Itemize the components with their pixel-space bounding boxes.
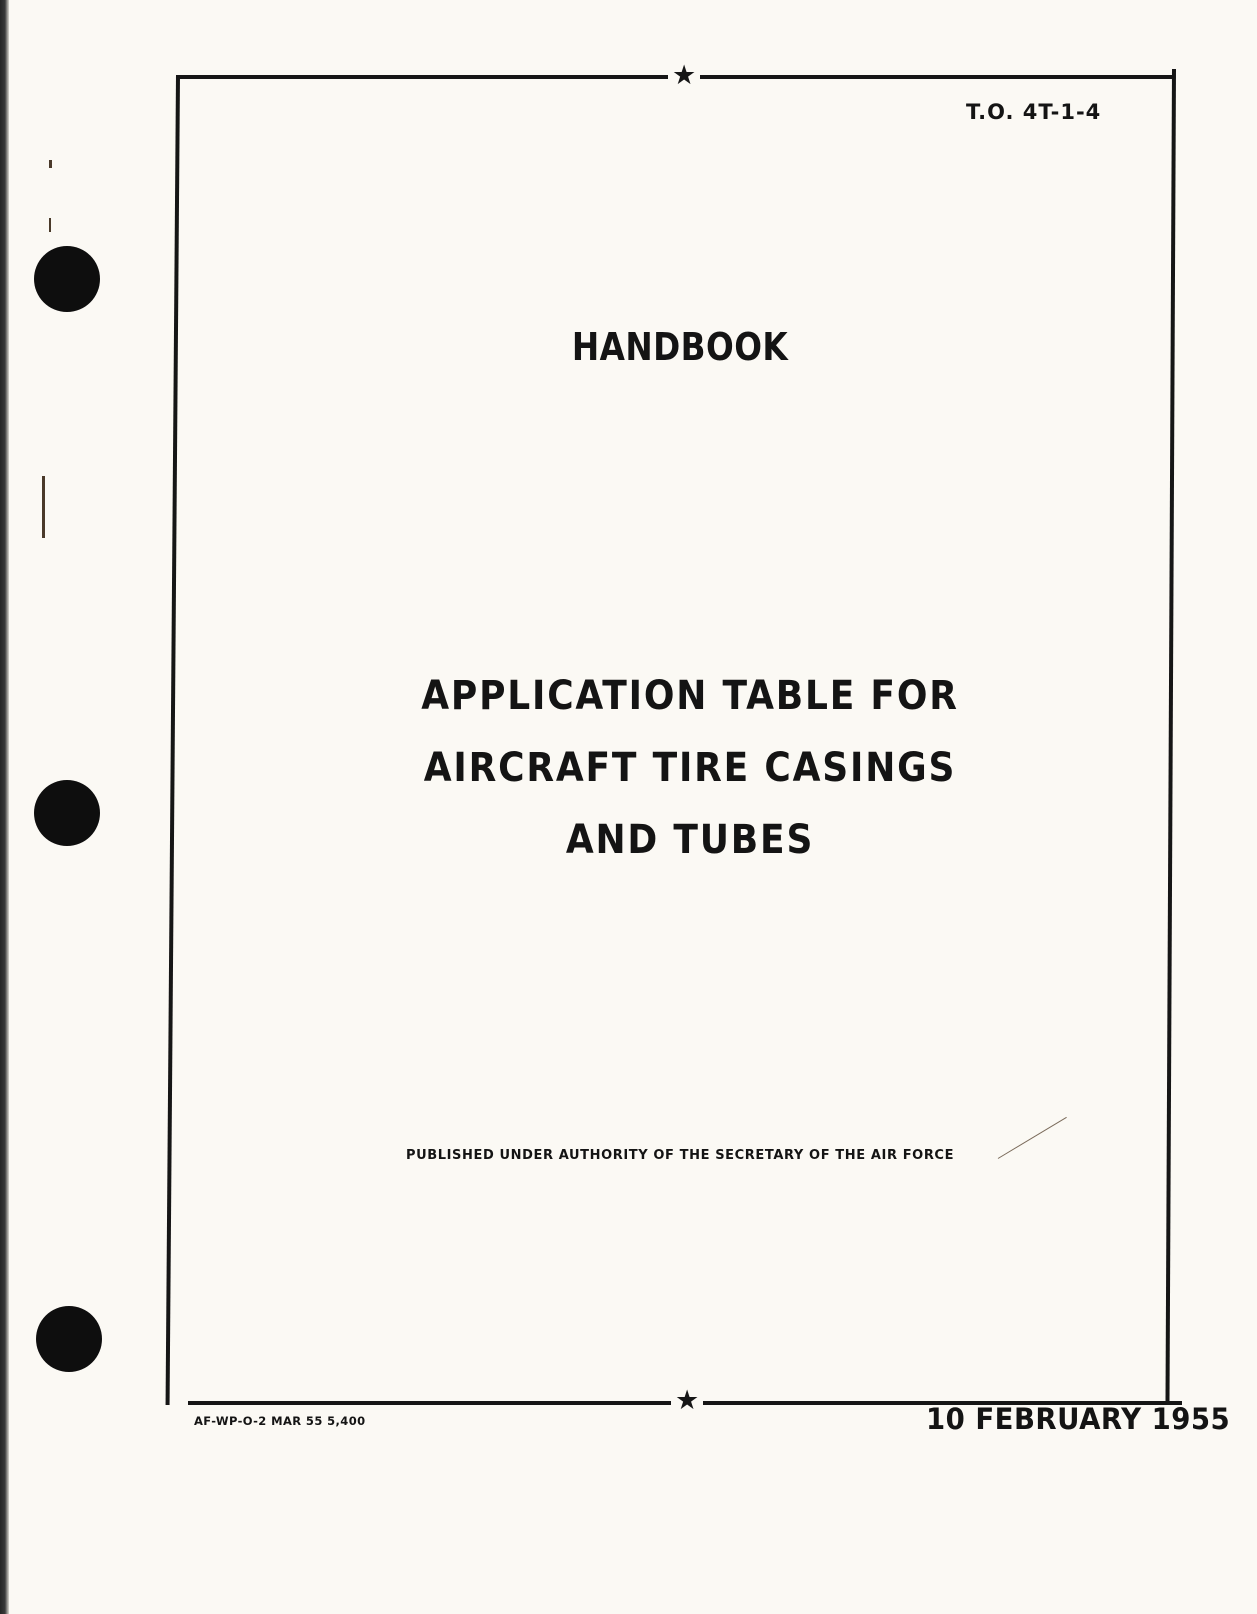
publication-authority: PUBLISHED UNDER AUTHORITY OF THE SECRETARY OF THE AIR FORCE [405,1148,955,1163]
punch-hole-bottom [36,1306,102,1372]
technical-order-number: T.O. 4T-1-4 [966,100,1102,124]
frame-right-border [1165,69,1176,1405]
pencil-mark [998,1117,1067,1159]
title-line-3: AND TUBES [565,817,815,863]
print-code: AF-WP-O-2 MAR 55 5,400 [194,1414,366,1428]
publication-date: 10 FEBRUARY 1955 [926,1402,1231,1436]
document-type-heading: HANDBOOK [571,325,789,369]
punch-hole-top [34,246,100,312]
frame-left-border [166,75,180,1405]
star-icon: ★ [668,62,700,89]
margin-mark [49,160,52,168]
star-icon: ★ [671,1387,703,1414]
title-line-1: APPLICATION TABLE FOR [421,673,959,719]
title-line-2: AIRCRAFT TIRE CASINGS [423,745,957,791]
page-binding-edge [0,0,9,1614]
margin-mark [49,218,51,232]
margin-mark [42,476,45,538]
punch-hole-middle [34,780,100,846]
